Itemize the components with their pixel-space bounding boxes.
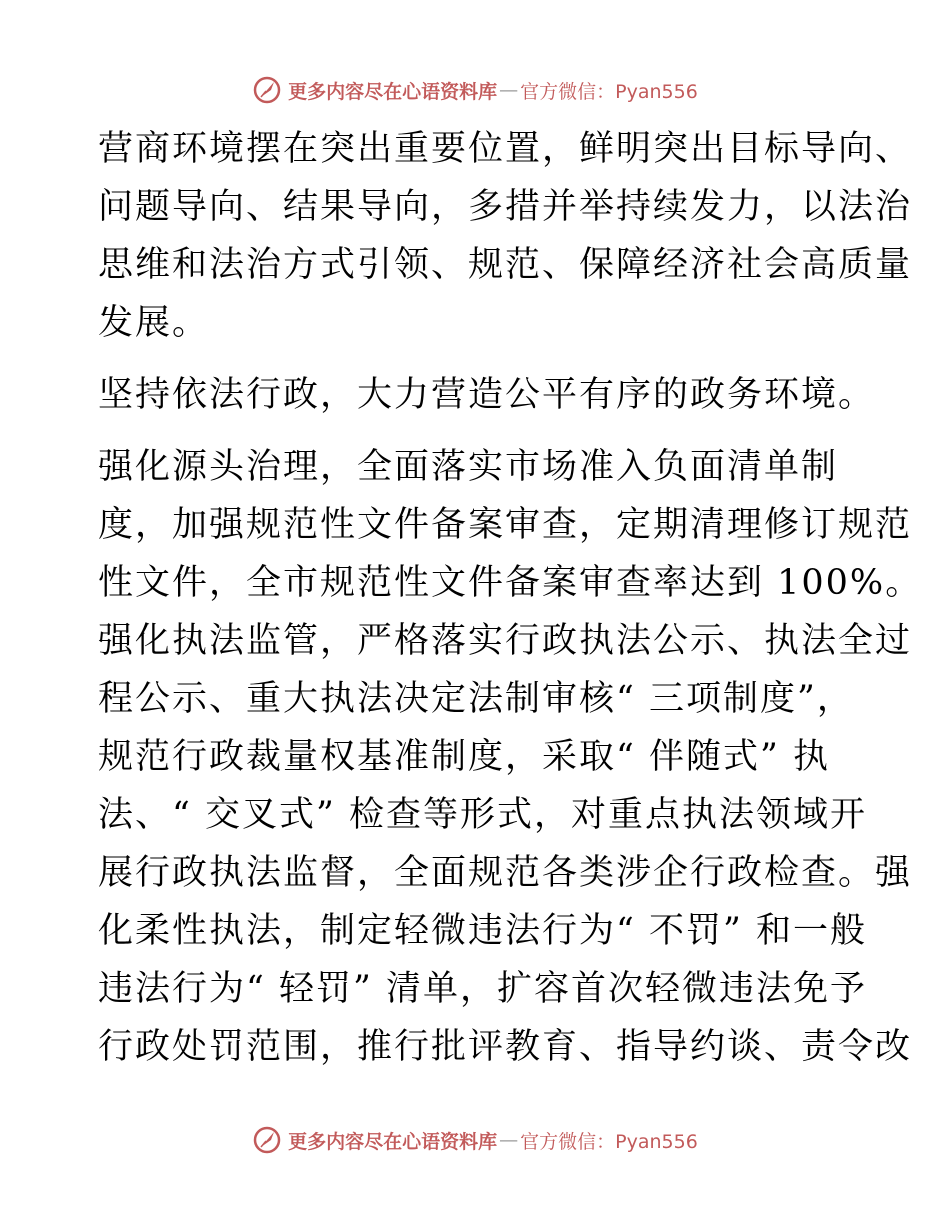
document-body [98,120,923,1076]
header-banner-contact: 官方微信：Pyan556 [520,80,698,103]
text-line: 强化源头治理，全面落实市场准入负面清单制 [98,447,839,487]
text-line: 问题导向、结果导向，多措并举持续发力，以法治 [98,187,913,227]
text-line: 性文件，全市规范性文件备案审查率达到 100%。 [98,563,923,603]
header-banner [0,70,950,110]
paragraph-3 [98,438,923,1076]
text-line: 展行政执法监督，全面规范各类涉企行政检查。强 [98,853,913,893]
text-line: 发展。 [98,303,210,343]
paragraph-2 [98,366,876,424]
quill-circle-logo-icon [252,1125,282,1155]
header-banner-text: 更多内容尽在心语资料库 [288,80,498,103]
header-banner-separator: — [499,79,519,101]
quill-circle-logo-icon [252,75,282,105]
text-line: 营商环境摆在突出重要位置，鲜明突出目标导向、 [98,129,913,169]
text-line: 违法行为“ 轻罚” 清单，扩容首次轻微违法免予 [98,969,868,1009]
text-line: 行政处罚范围，推行批评教育、指导约谈、责令改 [98,1027,913,1067]
footer-banner-separator: — [499,1129,519,1151]
text-line: 坚持依法行政，大力营造公平有序的政务环境。 [98,375,876,415]
text-line: 规范行政裁量权基准制度，采取“ 伴随式” 执 [98,737,831,777]
footer-banner-text: 更多内容尽在心语资料库 [288,1130,498,1153]
footer-banner [0,1120,950,1160]
paragraph-1 [98,120,913,352]
text-line: 强化执法监管，严格落实行政执法公示、执法全过 [98,621,913,661]
text-line: 思维和法治方式引领、规范、保障经济社会高质量 [98,245,913,285]
text-line: 化柔性执法，制定轻微违法行为“ 不罚” 和一般 [98,911,868,951]
text-line: 程公示、重大执法决定法制审核“ 三项制度”， [98,679,854,719]
text-line: 度，加强规范性文件备案审查，定期清理修订规范 [98,505,913,545]
footer-banner-contact: 官方微信：Pyan556 [520,1130,698,1153]
text-line: 法、“ 交叉式” 检查等形式，对重点执法领域开 [98,795,868,835]
